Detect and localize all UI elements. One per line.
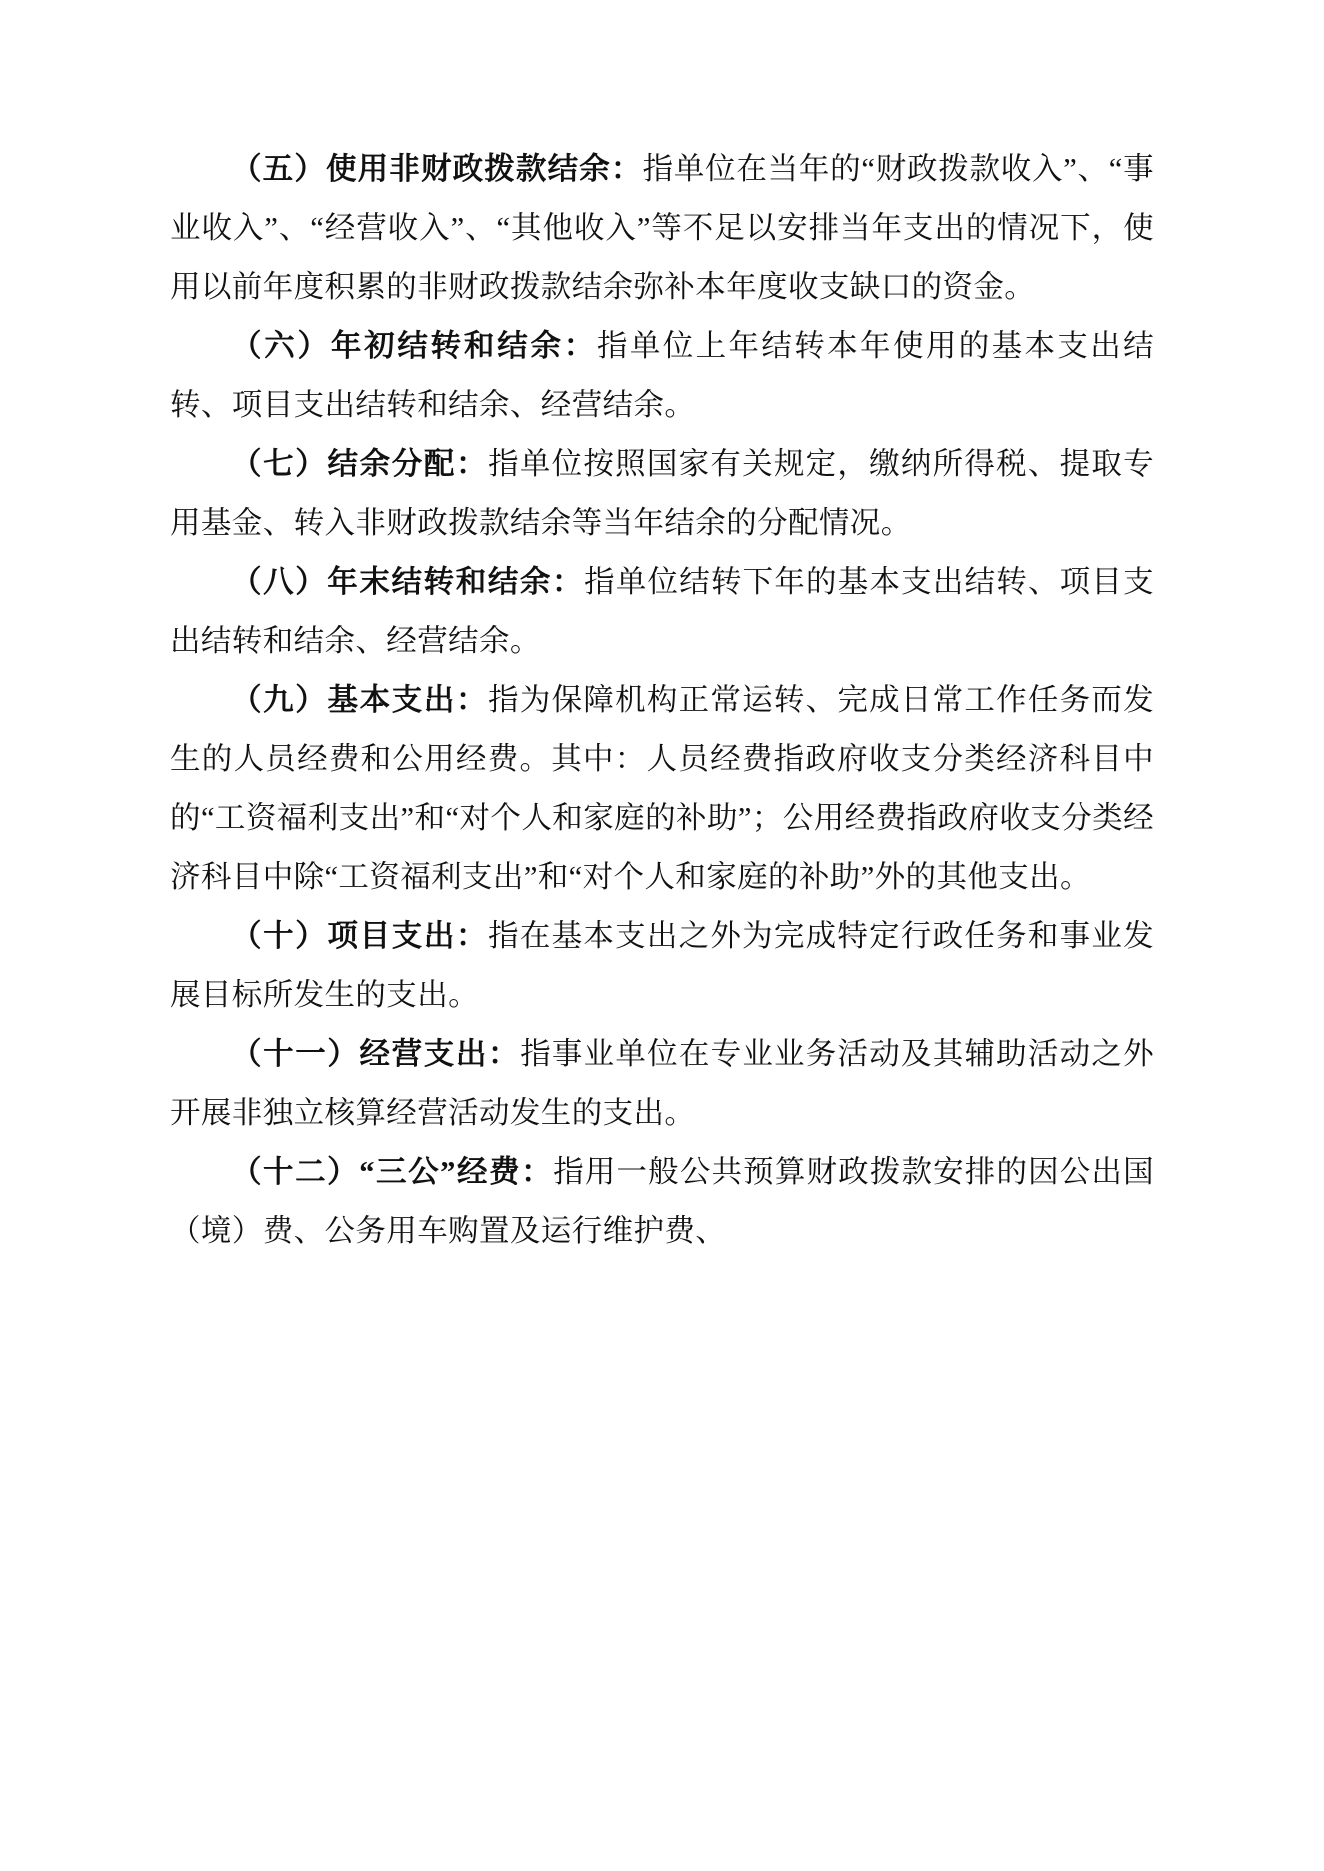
term-label: （十）项目支出： — [231, 919, 489, 953]
paragraph-item-5 — [170, 140, 1154, 317]
term-label: （十二）“三公”经费： — [231, 1155, 554, 1189]
paragraph-item-12 — [170, 1143, 1154, 1261]
paragraph-item-10 — [170, 907, 1154, 1025]
term-definition: 指单位按照国家有关规定，缴纳所得税、提取专用基金、转入非财政拨款结余等当年结余的分配情况。 — [170, 447, 1154, 540]
document-body — [170, 140, 1154, 1261]
term-definition: 指单位在当年的“财政拨款收入”、“事业收入”、“经营收入”、“其他收入”等不足以安排当年支出的情况下，使用以前年度积累的非财政拨款结余弥补本年度收支缺口的资金。 — [170, 152, 1154, 304]
paragraph-item-8 — [170, 553, 1154, 671]
term-label: （十一）经营支出： — [231, 1037, 521, 1071]
term-definition: 指单位结转下年的基本支出结转、项目支出结转和结余、经营结余。 — [170, 565, 1154, 658]
term-label: （九）基本支出： — [231, 683, 489, 717]
term-definition: 指单位上年结转本年使用的基本支出结转、项目支出结转和结余、经营结余。 — [170, 329, 1154, 422]
term-definition: 指在基本支出之外为完成特定行政任务和事业发展目标所发生的支出。 — [170, 919, 1154, 1012]
paragraph-item-9 — [170, 671, 1154, 907]
paragraph-item-6 — [170, 317, 1154, 435]
term-definition: 指为保障机构正常运转、完成日常工作任务而发生的人员经费和公用经费。其中：人员经费指政府收支分类经济科目中的“工资福利支出”和“对个人和家庭的补助”；公用经费指政府收支分类经济科目中除“工资福利支出”和“对个人和家庭的补助”外的其他支出。 — [170, 683, 1154, 894]
term-label: （六）年初结转和结余： — [231, 329, 598, 363]
term-label: （八）年末结转和结余： — [231, 565, 585, 599]
paragraph-item-7 — [170, 435, 1154, 553]
term-definition: 指事业单位在专业业务活动及其辅助活动之外开展非独立核算经营活动发生的支出。 — [170, 1037, 1155, 1130]
term-label: （五）使用非财政拨款结余： — [231, 152, 643, 186]
paragraph-item-11 — [170, 1025, 1154, 1143]
term-label: （七）结余分配： — [231, 447, 489, 481]
term-definition: 指用一般公共预算财政拨款安排的因公出国（境）费、公务用车购置及运行维护费、 — [170, 1155, 1154, 1248]
